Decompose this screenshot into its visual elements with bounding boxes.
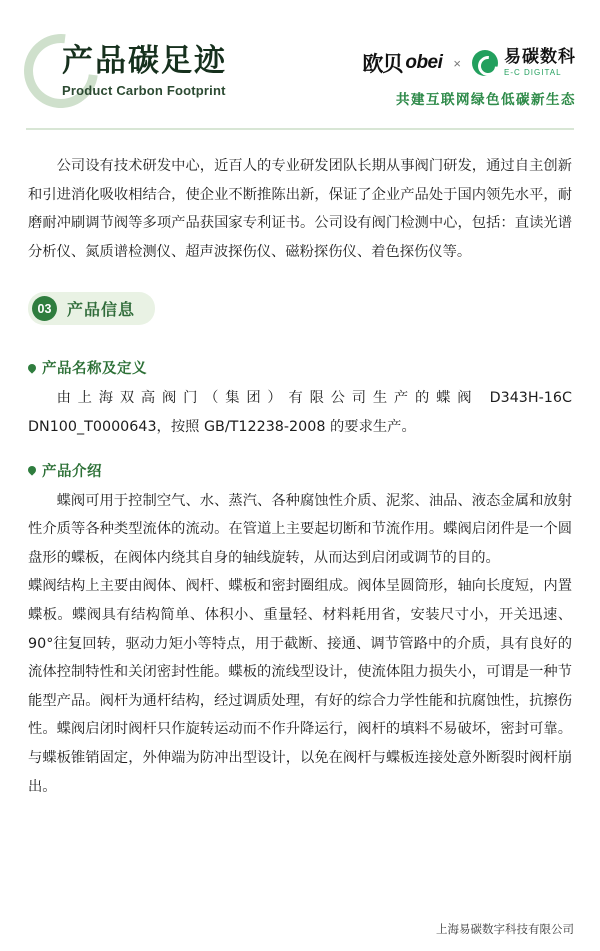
section-number-badge: 03 — [32, 296, 57, 321]
obei-logo — [362, 48, 442, 78]
leaf-bullet-icon — [26, 362, 37, 373]
logo-separator-icon: × — [453, 55, 461, 71]
ecd-logo-en: E-C DIGITAL — [504, 68, 562, 77]
product-intro-paragraph-2: 蝶阀结构上主要由阀体、阀杆、蝶板和密封圈组成。阀体呈圆筒形，轴向长度短，内置蝶板。蝶阀具有结构简单、体积小、重量轻、材料耗用省，安装尺寸小，开关迅速、90°往复回转，驱动力矩小等特点，用于截断、接通、调节管路中的介质，具有良好的流体控制特性和关闭密封性能。蝶板的流线型设计，使流体阻力损失小，可谓是一种节能型产品。阀杆为通杆结构，经过调质处理，有好的综合力学性能和抗腐蚀性，抗擦伤性。蝶阀启闭时阀杆只作旋转运动而不作升降运行，阀杆的填料不易破坏，密封可靠。与蝶板锥销固定，外伸端为防冲出型设计，以免在阀杆与蝶板连接处意外断裂时阀杆崩出。 — [28, 578, 572, 795]
subheading-product-name-label: 产品名称及定义 — [42, 361, 147, 378]
page-title-en: Product Carbon Footprint — [62, 83, 226, 99]
subheading-product-name — [28, 357, 572, 378]
ecd-logo-text — [504, 49, 576, 77]
ecd-logo-cn: 易碳数科 — [504, 47, 576, 67]
obei-logo-cn: 欧贝 — [362, 52, 403, 76]
ecd-logo — [472, 49, 576, 77]
logo-row — [362, 48, 576, 78]
section-title-text: 产品信息 — [67, 300, 136, 320]
section-pill — [28, 292, 155, 325]
section-heading-product-info — [28, 292, 155, 325]
intro-paragraph: 公司设有技术研发中心，近百人的专业研发团队长期从事阀门研发，通过自主创新和引进消化吸收相结合，使企业不断推陈出新，保证了企业产品处于国内领先水平，耐磨耐冲刷调节阀等多项产品获国家专利证书。公司设有阀门检测中心，包括：直读光谱分析仪、氮质谱检测仪、超声波探伤仪、磁粉探伤仪、着色探伤仪等。 — [28, 158, 572, 260]
leaf-bullet-icon — [26, 464, 37, 475]
ecd-circle-icon — [472, 50, 498, 76]
subheading-product-intro — [28, 460, 572, 481]
subheading-product-intro-label: 产品介绍 — [42, 463, 102, 480]
header-divider — [26, 128, 574, 130]
obei-logo-en: obei — [405, 52, 443, 73]
logo-group — [362, 48, 576, 108]
page-title-cn: 产品碳足迹 — [62, 43, 227, 79]
document-body — [0, 130, 600, 801]
page-header — [0, 0, 600, 130]
page-footer: 上海易碳数字科技有限公司 — [436, 922, 574, 936]
header-slogan: 共建互联网绿色低碳新生态 — [396, 88, 576, 108]
product-intro-paragraph-1: 蝶阀可用于控制空气、水、蒸汽、各种腐蚀性介质、泥浆、油品、液态金属和放射性介质等各种类型流体的流动。在管道上主要起切断和节流作用。蝶阀启闭件是一个圆盘形的蝶板，在阀体内绕其自身的轴线旋转，从而达到启闭或调节的目的。 — [28, 492, 572, 566]
product-name-paragraph: 由上海双高阀门（集团）有限公司生产的蝶阀 D343H-16C DN100_T0000643，按照 GB/T12238-2008 的要求生产。 — [28, 390, 572, 435]
page-title — [62, 44, 227, 98]
